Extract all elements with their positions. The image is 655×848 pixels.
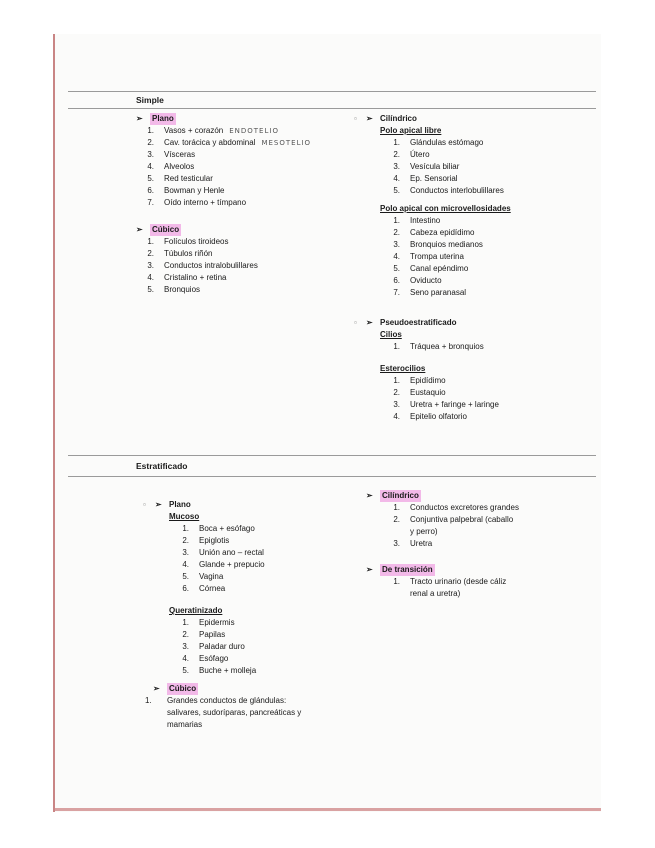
estrat-plano-heading (155, 499, 355, 511)
divider-estratificado (68, 476, 596, 477)
list-item: 6. Bowman y Henle (147, 186, 225, 195)
handwritten-note: MESOTELIO (261, 139, 312, 147)
list-item: 6. Oviducto (393, 276, 442, 285)
estrat-plano-block (155, 499, 355, 677)
estrat-cubico-label: Cúbico (169, 684, 197, 693)
estrat-transicion-list (388, 576, 566, 600)
list-item: 3. Uretra + faringe + laringe (393, 400, 499, 409)
simple-pseudo-list-2 (388, 375, 566, 423)
list-item: 1. Conductos excretores grandes (393, 503, 519, 512)
list-item: 4. Trompa uterina (393, 252, 464, 261)
estrat-plano-list-1 (177, 523, 355, 595)
estrat-cilindrico-block (366, 490, 566, 550)
list-item: 3. Vísceras (147, 150, 196, 159)
list-item: 2. Conjuntiva palpebral (caballo y perro) (393, 515, 514, 536)
subheading-mucoso: Mucoso (169, 512, 200, 521)
subheading-queratinizado: Queratinizado (169, 606, 223, 615)
list-item: 4. Ep. Sensorial (393, 174, 458, 183)
list-item: 6. Córnea (182, 584, 226, 593)
simple-cilindrico-block (366, 113, 566, 299)
list-item: 5. Red testicular (147, 174, 213, 183)
estrat-cilindrico-list (388, 502, 566, 550)
simple-plano-list (142, 125, 351, 209)
divider-simple (68, 108, 596, 109)
list-item: 3. Uretra (393, 539, 433, 548)
simple-cubico-list (142, 236, 336, 296)
list-item: 5. Vagina (182, 572, 224, 581)
list-item: 2. Eustaquio (393, 388, 446, 397)
section-title-estratificado: Estratificado (136, 461, 188, 471)
simple-cubico-heading (136, 224, 336, 236)
list-item: 3. Paladar duro (182, 642, 245, 651)
subheading-polo-apical-libre: Polo apical libre (380, 126, 442, 135)
list-item: 4. Glande + prepucio (182, 560, 265, 569)
simple-cilindrico-label: Cilíndrico (380, 114, 417, 123)
estrat-plano-label: Plano (169, 500, 191, 509)
simple-cilindrico-list-1 (388, 137, 566, 197)
list-item: 1. Boca + esófago (182, 524, 255, 533)
list-item: 1. Folículos tiroideos (147, 237, 229, 246)
list-item: 7. Seno paranasal (393, 288, 467, 297)
simple-cilindrico-list-2 (388, 215, 566, 299)
arrow-bullet-icon: ➢ (153, 684, 160, 693)
arrow-bullet-icon: ➢ (366, 318, 373, 327)
simple-plano-label: Plano (152, 114, 174, 123)
list-item: 2. Cav. torácica y abdominal MESOTELIO (147, 138, 312, 147)
list-item: 7. Oído interno + tímpano (147, 198, 247, 207)
list-item: 3. Vesícula biliar (393, 162, 460, 171)
simple-cubico-block (136, 224, 336, 296)
list-item: 4. Esófago (182, 654, 229, 663)
simple-cilindrico-heading (366, 113, 566, 125)
list-item: 5. Bronquios (147, 285, 201, 294)
paper-bottom-edge (55, 808, 601, 811)
estrat-transicion-block (366, 564, 566, 600)
arrow-bullet-icon: ➢ (155, 500, 162, 509)
arrow-bullet-icon: ➢ (366, 114, 373, 123)
estrat-cilindrico-label: Cilíndrico (382, 491, 419, 500)
list-item: 2. Útero (393, 150, 430, 159)
list-item: 1. Epidermis (182, 618, 235, 627)
divider-top (68, 91, 596, 92)
list-item: 2. Papilas (182, 630, 226, 639)
list-item: 3. Bronquios medianos (393, 240, 483, 249)
estrat-cilindrico-heading (366, 490, 566, 502)
margin-dot-icon: ▫ (143, 500, 146, 509)
list-item: 5. Buche + molleja (182, 666, 257, 675)
estrat-transicion-heading (366, 564, 566, 576)
list-item: 4. Epitelio olfatorio (393, 412, 467, 421)
arrow-bullet-icon: ➢ (136, 114, 143, 123)
estrat-transicion-label: De transición (382, 565, 433, 574)
estrat-cubico-block (145, 683, 345, 731)
simple-plano-block (136, 113, 351, 209)
simple-cubico-label: Cúbico (152, 225, 180, 234)
estrat-plano-list-2 (177, 617, 355, 677)
estrat-cubico-heading (153, 683, 345, 695)
list-item: 2. Epiglotis (182, 536, 230, 545)
list-item: 4. Cristalino + retina (147, 273, 227, 282)
list-item: 3. Unión ano – rectal (182, 548, 264, 557)
divider-estratificado-top (68, 455, 596, 456)
simple-pseudo-list-1 (388, 341, 566, 353)
list-item: 1. Epidídimo (393, 376, 446, 385)
subheading-esterocilios: Esterocilios (380, 364, 426, 373)
list-item: 1. Grandes conductos de glándulas: salivares, sudoríparas, pancreáticas y mamarias (145, 696, 302, 729)
list-item: 2. Túbulos riñón (147, 249, 213, 258)
arrow-bullet-icon: ➢ (366, 491, 373, 500)
simple-pseudo-block (366, 317, 566, 423)
simple-pseudo-heading (366, 317, 566, 329)
section-title-simple: Simple (136, 95, 164, 105)
list-item: 1. Intestino (393, 216, 441, 225)
subheading-cilios: Cilios (380, 330, 402, 339)
subheading-polo-apical-microvellosidades: Polo apical con microvellosidades (380, 204, 511, 213)
handwritten-note: ENDOTELIO (229, 127, 279, 135)
list-item: 1. Vasos + corazón ENDOTELIO (147, 126, 279, 135)
simple-pseudo-label: Pseudoestratificado (380, 318, 457, 327)
list-item: 1. Tráquea + bronquios (393, 342, 484, 351)
margin-dot-icon: ▫ (354, 318, 357, 327)
list-item: 4. Alveolos (147, 162, 195, 171)
simple-plano-heading (136, 113, 351, 125)
list-item: 2. Cabeza epidídimo (393, 228, 475, 237)
list-item: 1. Glándulas estómago (393, 138, 484, 147)
list-item: 3. Conductos intralobulillares (147, 261, 258, 270)
arrow-bullet-icon: ➢ (136, 225, 143, 234)
list-item: 5. Canal epéndimo (393, 264, 469, 273)
list-item: 5. Conductos interlobulillares (393, 186, 504, 195)
arrow-bullet-icon: ➢ (366, 565, 373, 574)
margin-dot-icon: ▫ (354, 114, 357, 123)
list-item: 1. Tracto urinario (desde cáliz renal a uretra) (393, 577, 507, 598)
